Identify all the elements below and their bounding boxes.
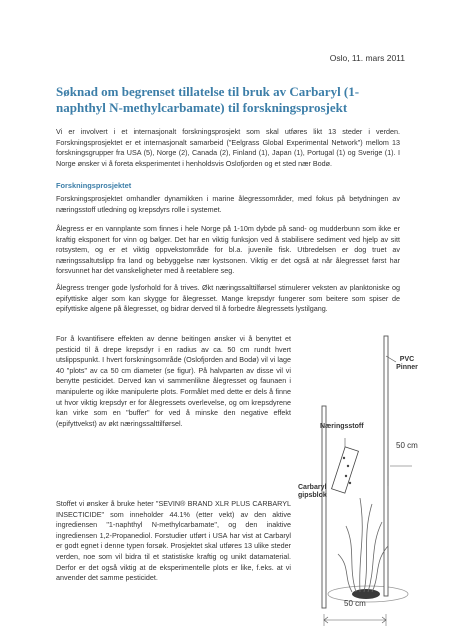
nutrient-bag xyxy=(332,447,359,493)
paragraph-2: Ålegress er en vannplante som finnes i hele Norge på 1-10m dybde på sand- og mudderbunn som ikke er kraftig eksponert for vinn og bølger. Det har en viktig funksjon ved å stabilisere sediment ved hjelp av sitt rotsystem, og er et viktig oppvekstområde for bl.a. juvenile fisk. Utbredelsen er dog truet av næringssaltutslipp fra land og bebyggelse nær kystsonen. Viktig er det også at når ålegresset først har forsvunnet har det vanskeligheter med å reetablere seg. xyxy=(56,224,400,276)
eelgrass-blade xyxy=(360,498,363,592)
plot-diagram xyxy=(300,326,420,626)
page-title: Søknad om begrenset tillatelse til bruk av Carbaryl (1-naphthyl N-methylcarbamate) til forskningsprosjekt xyxy=(56,84,360,115)
carbaryl-label: Carbaryl gipsblok xyxy=(298,484,327,499)
eelgrass-blade xyxy=(338,554,352,592)
pvc-pin-right xyxy=(384,336,388,596)
dim-bottom-label: 50 cm xyxy=(344,599,366,608)
paragraph-5: Stoffet vi ønsker å bruke heter "SEVIN® BRAND XLR PLUS CARBARYL INSECTICIDE" som inneholder 44.1% (etter vekt) av den aktive ingrediensen "1-naphthyl N-methylcarbamate", og den inaktive ingrediensen 1,2-Propanediol. Forstudier utført i USA har vist at Carbaryl er godt egnet i denne typen forsøk. Prosjektet skal utføres 13 ulike steder verden, noe som vil bidra til et statistiske kraftig og unikt datamaterial. Derfor er det også viktig at de eksperimentelle plots er like, f.eks. at vi anvender det samme pesticidet. xyxy=(56,499,291,583)
paragraph-1: Forskningsprosjektet omhandler dynamikken i marine ålegressområder, med fokus på betydningen av næringsstoff utledning og krepsdyrs rolle i systemet. xyxy=(56,194,400,214)
dim-right-label: 50 cm xyxy=(396,441,418,450)
eelgrass-blade xyxy=(368,522,382,592)
eelgrass-blade xyxy=(346,526,356,592)
carbaryl-block xyxy=(352,589,380,599)
date-line: Oslo, 11. mars 2011 xyxy=(329,53,405,63)
intro-paragraph: Vi er involvert i et internasjonalt forskningsprosjekt som skal utføres likt 13 steder i verden. Forskningsprosjektet er et internasjonalt samarbeid ("Eelgrass Global Experimental Network") mellom 13 forskningsgrupper fra USA (5), Norge (2), Canada (2), Finland (1), Japan (1), Portugal (1) og Sverige (1). I Norge ønsker vi å foreta eksperimentet i henholdsvis Oslofjorden og et sted nær Bodø. xyxy=(56,127,400,168)
section-heading: Forskningsprosjektet xyxy=(56,181,132,190)
naering-label: Næringsstoff xyxy=(320,423,364,430)
paragraph-4: For å kvantifisere effekten av denne beitingen ønsker vi å benyttet et pesticid til å drepe krepsdyr i en radius av ca. 50 cm rundt hvert utslippspunkt. I hvert forskningsområde (Oslofjorden and Bodø) vil vi lage 40 "plots" av ca 50 cm diameter (se figur). På halvparten av disse vil vi benytte pesticidet. Derved kan vi sammenlikne ålegresset og faunaen i manipulerte og ikke manipulerte plots. Formålet med dette er dels å finne ut hvor viktig krepsdyr er for ålegressets overlevelse, og om krepsdyrene kan virke som en "buffer" for ved å minske den negative effekt (epifyttvekst) av økt næringssalttilførsel. xyxy=(56,334,291,428)
paragraph-3: Ålegress trenger gode lysforhold for å trives. Økt næringssalttilførsel stimulerer veksten av planktoniske og epifyttiske alger som kan skygge for ålegresset. Mange krepsdyr fungerer som beitere som spiser de epifyttiske algene på ålegresset, og bidrar derved til å forbedre ålegressets lystilgang. xyxy=(56,283,400,314)
pvc-pin-left xyxy=(322,406,326,608)
pvc-label: PVC Pinner xyxy=(396,356,418,371)
